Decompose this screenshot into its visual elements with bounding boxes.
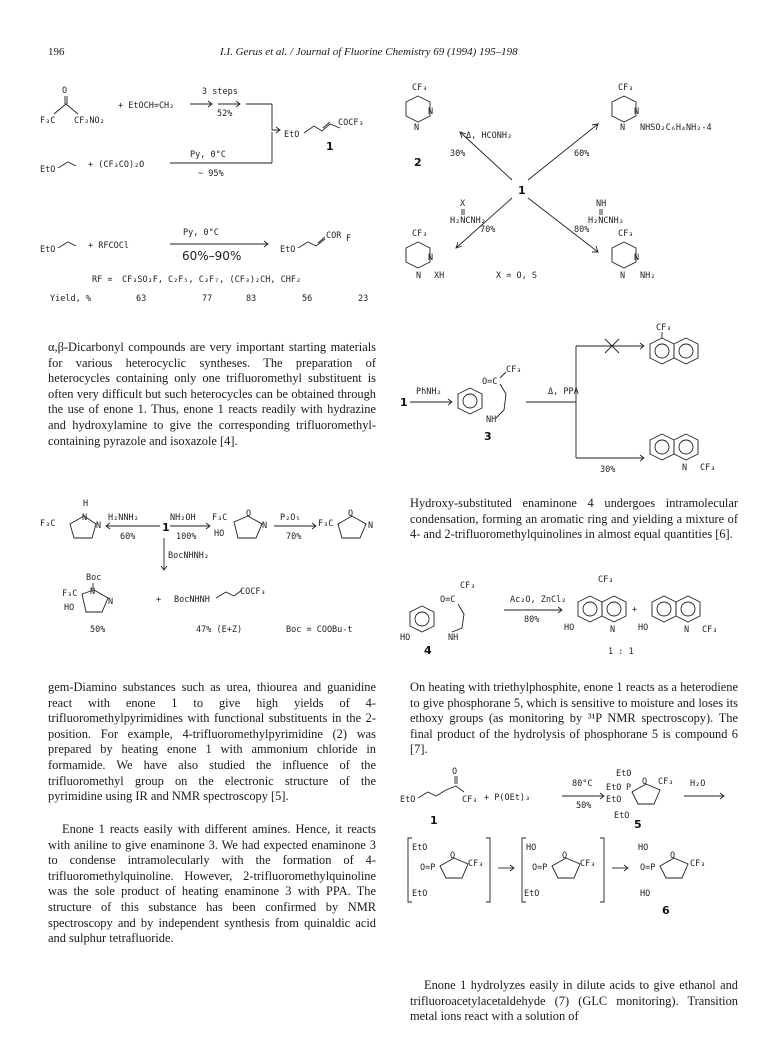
svg-text:HO: HO	[564, 623, 575, 633]
svg-text:CF₃: CF₃	[618, 83, 634, 93]
enone-1-phosphite-structure	[400, 767, 477, 827]
svg-text:O: O	[670, 851, 676, 861]
svg-text:EtO: EtO	[524, 889, 540, 899]
yield-urea: 70%	[480, 225, 496, 235]
nitro-ketone-structure	[40, 86, 105, 126]
paragraph-hydrolysis-text: Enone 1 hydrolyzes easily in dilute acids to give ethanol and trifluoroacetylacetaldehyde (7) (GLC monitoring). Transition metal ions react with a solution of	[410, 978, 738, 1024]
paragraph-hydrolysis	[410, 978, 738, 1025]
pyrimidine-2-structure	[406, 83, 433, 169]
scheme-enone-synthesis	[40, 80, 380, 190]
hydroxy-isoxazoline-structure	[212, 509, 267, 539]
svg-text:O=P: O=P	[420, 863, 436, 873]
svg-text:N: N	[108, 597, 114, 607]
svg-text:N: N	[610, 625, 616, 635]
isoxazole-structure	[318, 509, 373, 538]
compound-label-5: 5	[634, 818, 642, 831]
yield-sulfonamide: 60%	[574, 149, 590, 159]
svg-text:P: P	[626, 783, 632, 793]
paragraph-amines	[48, 822, 376, 947]
boc-definition: Boc = COOBu-t	[286, 625, 353, 635]
pyrimidine-sulfonamide-structure	[612, 83, 712, 133]
enone-center-label: 1	[518, 184, 526, 197]
boc-pyrazoline-structure	[62, 573, 113, 613]
svg-text:N: N	[414, 123, 420, 133]
condition-formamide: Δ, HCONH₂	[466, 131, 513, 141]
svg-text:CF₃: CF₃	[656, 323, 672, 333]
2-trifluoromethylquinoline-hydroxy-structure	[638, 596, 717, 635]
enone-1-structure	[284, 118, 364, 153]
compound-label-6: 6	[662, 904, 670, 917]
svg-text:EtO: EtO	[606, 795, 622, 805]
isomer-ratio: 1 : 1	[608, 647, 634, 657]
svg-text:NH: NH	[448, 633, 459, 643]
scheme-quinolines	[400, 322, 730, 475]
svg-text:N: N	[428, 107, 434, 117]
condition-ppa: Δ, PPA	[548, 387, 579, 397]
svg-text:F: F	[346, 234, 352, 244]
svg-text:CF₃: CF₃	[460, 581, 476, 591]
svg-text:+: +	[632, 605, 638, 615]
enaminone-4-structure	[400, 581, 475, 657]
yield-boc-hydrazone: 47% (E+Z)	[196, 625, 243, 635]
paragraph-dicarbonyl: α,β-Dicarbonyl compounds are very important starting materials for various heterocyclic syntheses. The preparation of heterocycles containing only one trifluoromethyl substituent is often very difficult but such heterocycles can be obtained through the use of enone 1. Thus, enone 1 reacts readily with hydrazine and hydroxylamine to give the corresponding trifluoromethyl-containing pyrazole and isoxazole [4].	[48, 340, 376, 448]
yield-hydroxylamine: 100%	[176, 532, 197, 542]
svg-text:N: N	[620, 123, 626, 133]
compound-label-4: 4	[424, 644, 432, 657]
reagent-aniline: PhNH₂	[416, 387, 442, 397]
svg-text:CF₃: CF₃	[462, 795, 478, 805]
svg-text:CF₃: CF₃	[468, 859, 484, 869]
svg-text:N: N	[262, 521, 268, 531]
svg-text:XH: XH	[434, 271, 445, 281]
svg-text:CF₃: CF₃	[700, 463, 716, 473]
conditions-bottom: Py, 0°C	[190, 150, 226, 160]
reagent-p2o5: P₂O₅	[280, 513, 301, 523]
svg-text:F₃C: F₃C	[40, 519, 56, 529]
enone-label: 1	[162, 521, 170, 534]
svg-text:EtO: EtO	[412, 889, 428, 899]
svg-text:N: N	[416, 271, 422, 281]
svg-text:N: N	[684, 625, 690, 635]
condition-phosphorane: 80°C	[572, 779, 593, 789]
yield-bottom: ~ 95%	[198, 169, 224, 179]
page-number: 196	[48, 46, 65, 58]
svg-text:O=P: O=P	[532, 863, 548, 873]
svg-text:EtO: EtO	[280, 245, 296, 255]
svg-text:EtO: EtO	[614, 811, 630, 821]
yield-formamide: 30%	[450, 149, 466, 159]
reagent-urea: H₂NCNH₂	[450, 216, 486, 226]
svg-text:X: X	[460, 199, 466, 209]
yield-cf3ch: 56	[302, 294, 313, 304]
reagent-phosphite: + P(OEt)₃	[484, 793, 531, 803]
yield-isoxazole: 70%	[286, 532, 302, 542]
svg-text:F₃C: F₃C	[62, 589, 78, 599]
yield-guanidine: 80%	[574, 225, 590, 235]
reagent-hydroxylamine: NH₂OH	[170, 513, 196, 523]
svg-text:N: N	[82, 513, 88, 523]
svg-text:N: N	[634, 107, 640, 117]
svg-text:EtO: EtO	[40, 245, 56, 255]
reagent-guanidine: H₂NCNH₂	[588, 216, 624, 226]
compound-label-3: 3	[484, 430, 492, 443]
svg-text:HO: HO	[400, 633, 411, 643]
yield-quinoline: 30%	[600, 465, 616, 475]
svg-text:EtO: EtO	[616, 769, 632, 779]
svg-text:CF₃: CF₃	[658, 777, 674, 787]
reagent-vinyl-ether: + EtOCH=CH₂	[118, 101, 175, 111]
condition-acetic-anhydride: Ac₂O, ZnCl₂	[510, 595, 567, 605]
svg-text:N: N	[96, 521, 102, 531]
naphthalene-structure	[650, 323, 698, 364]
svg-text:O=P: O=P	[640, 863, 656, 873]
svg-text:O=C: O=C	[482, 377, 498, 387]
svg-text:CF₃: CF₃	[598, 575, 614, 585]
x-definition: X = O, S	[496, 271, 537, 281]
steps-label: 3 steps	[202, 87, 238, 97]
svg-text:Boc: Boc	[86, 573, 102, 583]
svg-text:N: N	[682, 463, 688, 473]
svg-text:O=C: O=C	[440, 595, 456, 605]
yield-phosphorane: 50%	[576, 801, 592, 811]
svg-text:F₃C: F₃C	[212, 513, 228, 523]
aminopyrimidine-structure	[612, 229, 655, 281]
product-6-structure	[638, 843, 705, 917]
svg-text:HO: HO	[640, 889, 651, 899]
reagent-tfaa: + (CF₃CO)₂O	[88, 160, 145, 170]
svg-text:CF₃: CF₃	[580, 859, 596, 869]
yield-chf2: 23	[358, 294, 369, 304]
svg-text:CF₃: CF₃	[506, 365, 522, 375]
svg-text:N: N	[620, 271, 626, 281]
yield-boc-pyrazoline: 50%	[90, 625, 106, 635]
rf-list: CF₃SO₂F, C₂F₅, C₃F₇, (CF₃)₂CH, CHF₂	[122, 275, 302, 285]
svg-text:CF₃: CF₃	[690, 859, 706, 869]
svg-text:N: N	[634, 253, 640, 263]
svg-text:O: O	[450, 851, 456, 861]
4-trifluoromethylquinoline-structure	[564, 575, 626, 635]
svg-text:O: O	[452, 767, 458, 777]
svg-text:N: N	[368, 521, 374, 531]
scheme-hydroxy-cyclization	[400, 574, 730, 657]
paragraph-amines-text: Enone 1 reacts easily with different amines. Hence, it reacts with aniline to give enaminone 3. We had expected enaminone 3 to condense intramolecularly with the formation of 4-trifluoromethylquinoline. However, 2-trifluoromethylquinoline was the sole product of heating enaminone 3 with PPA. The structure of this substance has been confirmed by NMR spectroscopy and by independent synthesis from quinaldic acid and sulphur tetrafluoride.	[48, 822, 376, 946]
running-head: I.I. Gerus et al. / Journal of Fluorine Chemistry 69 (1994) 195–198	[220, 46, 518, 58]
yield-cf3so2: 63	[136, 294, 147, 304]
svg-text:COR: COR	[326, 231, 342, 241]
scheme-pyrimidines	[400, 82, 730, 304]
svg-text:O: O	[348, 509, 354, 519]
svg-text:EtO: EtO	[400, 795, 416, 805]
yield-hydroxy-cyclization: 80%	[524, 615, 540, 625]
svg-text:NH₂: NH₂	[640, 271, 656, 281]
svg-text:F₃C: F₃C	[318, 519, 334, 529]
paragraph-phosphite: On heating with triethylphosphite, enone 1 reacts as a heterodiene to give phosphorane 5, which is sensitive to moisture and loses its ethoxy groups (as monitoring by ³¹P NMR spectroscopy). The final product of the hydrolysis of phosphorane 5 is compound 6 [7].	[410, 680, 738, 757]
svg-text:O: O	[246, 509, 252, 519]
scheme-phosphorane	[400, 766, 730, 916]
reagent-water: H₂O	[690, 779, 706, 789]
svg-text:N: N	[90, 587, 96, 597]
compound-label-2: 2	[414, 156, 422, 169]
svg-text:N: N	[428, 253, 434, 263]
compound-label-1: 1	[326, 140, 334, 153]
svg-text:HO: HO	[64, 603, 75, 613]
svg-text:F₃C: F₃C	[40, 116, 56, 126]
svg-text:+: +	[156, 595, 162, 605]
svg-text:EtO: EtO	[412, 843, 428, 853]
compound-label-1-aniline: 1	[400, 396, 408, 409]
enaminone-3-structure	[458, 365, 521, 443]
yield-c3f7: 83	[246, 294, 257, 304]
sulfonamide-substituent: NHSO₂C₆H₄NH₂-4	[640, 123, 712, 133]
svg-text:COCF₃: COCF₃	[240, 587, 266, 597]
rf-label: RF =	[92, 275, 113, 285]
svg-text:EtO: EtO	[284, 130, 300, 140]
acyl-yield-range: 60%–90%	[182, 249, 242, 263]
yield-row-label: Yield, %	[50, 294, 91, 304]
pyrimidinone-structure	[406, 229, 444, 281]
svg-text:COCF₃: COCF₃	[338, 118, 364, 128]
svg-text:CF₂NO₂: CF₂NO₂	[74, 116, 105, 126]
yield-c2f5: 77	[202, 294, 213, 304]
acyl-conditions: Py, 0°C	[183, 228, 219, 238]
paragraph-gem-diamino: gem-Diamino substances such as urea, thiourea and guanidine react with enone 1 to give high yields of 4-trifluoromethylpyrimidines with functional substituents in the 2-position. For example, 4-trifluoromethylpyrimidine (2) was prepared by heating enone 1 with ammonium chloride in formamide. We have also studied the influence of the trifluoromethyl group on the electronic structure of the pyrimidine using IR and NMR spectroscopy [5].	[48, 680, 376, 804]
intermediate-hydroxy-ethoxy-structure	[522, 838, 604, 902]
phosphorane-5-structure	[606, 769, 673, 831]
2-trifluoromethylquinoline-structure	[650, 434, 715, 473]
svg-text:NH: NH	[596, 199, 607, 209]
yield-pyrazole: 60%	[120, 532, 136, 542]
boc-hydrazone-product: BocNHNH	[174, 595, 210, 605]
svg-text:H: H	[83, 499, 89, 509]
pyrazole-structure	[40, 499, 101, 538]
compound-label-1-phos: 1	[430, 814, 438, 827]
svg-text:O: O	[642, 777, 648, 787]
svg-text:CF₃: CF₃	[618, 229, 634, 239]
svg-text:O: O	[562, 851, 568, 861]
paragraph-hydroxy-enaminone: Hydroxy-substituted enaminone 4 undergoes intramolecular condensation, forming an aromatic ring and yielding a mixture of 4- and 2-trifluoromethylquinolines in almost equal quantities [6].	[410, 496, 738, 542]
svg-text:HO: HO	[638, 843, 649, 853]
reagent-boc-hydrazine: BocNHNH₂	[168, 551, 209, 561]
reagent-hydrazine: H₂NNH₂	[108, 513, 139, 523]
svg-text:HO: HO	[638, 623, 649, 633]
svg-text:CF₃: CF₃	[702, 625, 718, 635]
svg-text:EtO: EtO	[40, 165, 56, 175]
svg-text:EtO: EtO	[606, 783, 622, 793]
scheme-pyrazole-isoxazole	[40, 498, 380, 638]
intermediate-diethoxy-structure	[408, 838, 490, 902]
reagent-acyl-chloride: + RFCOCl	[88, 241, 129, 251]
svg-text:HO: HO	[526, 843, 537, 853]
svg-text:CF₃: CF₃	[412, 229, 428, 239]
svg-text:HO: HO	[214, 529, 225, 539]
scheme-acylation	[40, 222, 380, 307]
yield-top: 52%	[217, 109, 233, 119]
svg-text:O: O	[62, 86, 68, 96]
svg-text:CF₃: CF₃	[412, 83, 428, 93]
svg-text:NH: NH	[486, 415, 497, 425]
